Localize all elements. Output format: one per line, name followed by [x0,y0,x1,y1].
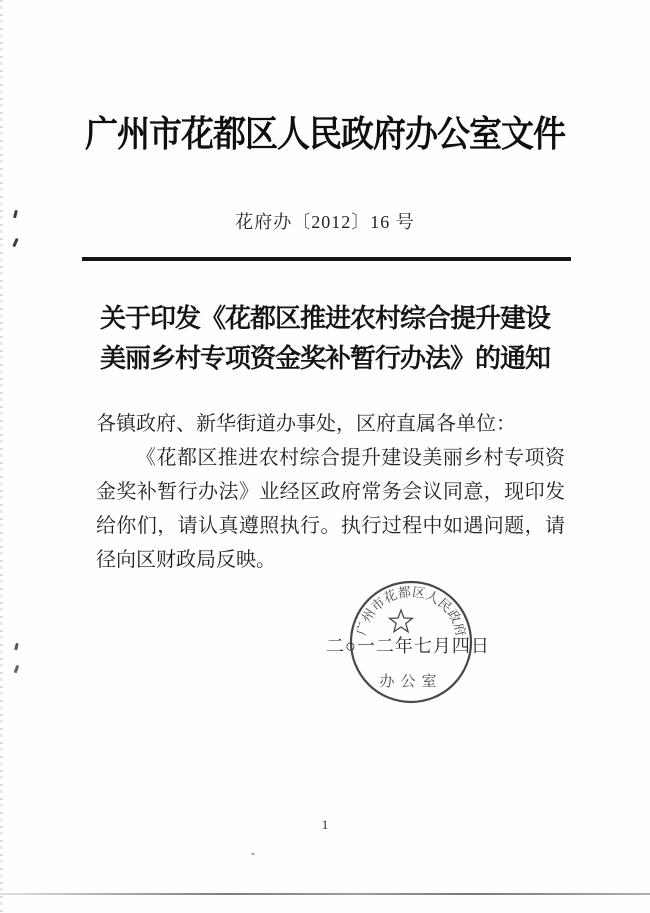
seal-ring-text: 广州市花都区人民政府 [353,584,469,639]
document-title [0,298,650,378]
issuing-office-masthead: 广州市花都区人民政府办公室文件 [85,115,565,155]
svg-text:广州市花都区人民政府 [353,584,468,638]
seal-bottom-text: 办公室 [379,674,443,690]
scan-artifact [12,238,18,247]
separator-rule [82,257,571,261]
salutation-line: 各镇政府、新华街道办事处，区府直属各单位： [96,413,516,435]
document-title-line2: 美丽乡村专项资金奖补暂行办法》的通知 [99,343,550,373]
scan-artifact [14,643,19,651]
scan-artifact [251,853,255,855]
document-reference-number: 花府办〔2012〕16 号 [235,212,415,232]
scan-artifact [14,665,20,674]
page-number: 1 [321,817,329,832]
document-body [96,407,565,577]
scan-paper-bottom-edge [0,893,650,895]
signature-date: 二○一二年七月四日 [326,636,490,656]
star-icon [390,610,413,632]
document-title-line1: 关于印发《花都区推进农村综合提升建设 [99,303,550,333]
body-paragraph: 《花都区推进农村综合提升建设美丽乡村专项资金奖补暂行办法》业经区政府常务会议同意，现印发给你们，请认真遵照执行。执行过程中如遇问题，请径向区财政局反映。 [96,447,565,571]
